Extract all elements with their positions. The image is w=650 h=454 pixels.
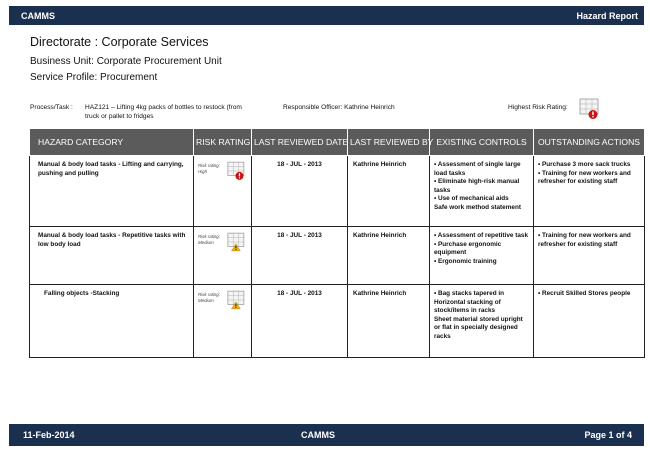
existing-controls-cell <box>430 227 534 285</box>
control-item: • Ergonomic training <box>434 257 497 265</box>
last-reviewed-by-cell: Kathrine Heinrich <box>348 285 430 358</box>
process-task-label: Process/Task : <box>30 104 73 111</box>
business-unit-heading: Business Unit: Corporate Procurement Unit <box>30 56 222 67</box>
control-item: • Use of mechanical aids <box>434 195 509 203</box>
outstanding-actions-cell <box>534 156 645 227</box>
risk-matrix-medium-icon <box>227 232 247 252</box>
table-row <box>30 227 645 285</box>
control-item: Sheet material stored upright or flat in specially designed racks <box>434 315 523 340</box>
footer-banner <box>9 424 644 446</box>
process-task-value: HAZ121 – Lifting 4kg packs of bottles to restock (from truck or pallet to fridges <box>85 104 242 120</box>
control-item: • Bag stacks tapered in Horizontal stacking of stock/items in racks <box>434 290 505 315</box>
risk-rating-label: Risk rating: Medium <box>198 234 220 245</box>
risk-rating-label: Risk rating: Medium <box>198 292 220 303</box>
column-header-existing-controls: EXISTING CONTROLS <box>430 129 534 156</box>
control-item: • Assessment of repetitive task <box>434 232 528 239</box>
risk-rating-cell <box>194 156 252 227</box>
existing-controls-cell <box>430 156 534 227</box>
hazard-category-cell: Manual & body load tasks - Repetitive tasks with low body load <box>30 227 194 285</box>
action-item: • Purchase 3 more sack trucks <box>538 161 631 168</box>
action-item: • Recruit Skilled Stores people <box>538 290 631 297</box>
last-reviewed-date-cell: 18 - JUL - 2013 <box>252 227 348 285</box>
last-reviewed-date-cell: 18 - JUL - 2013 <box>252 156 348 227</box>
outstanding-actions-cell <box>534 227 645 285</box>
column-header-risk-rating: RISK RATING <box>194 129 252 156</box>
action-item: • Training for new workers and refresher for existing staff <box>538 232 631 248</box>
control-item: • Purchase ergonomic equipment <box>434 240 502 257</box>
service-profile-heading: Service Profile: Procurement <box>30 72 158 83</box>
footer-brand: CAMMS <box>301 430 335 440</box>
hazard-category-cell: Falling objects -Stacking <box>30 285 194 358</box>
brand-label: CAMMS <box>21 10 55 21</box>
column-header-hazard-category: HAZARD CATEGORY <box>30 129 194 156</box>
column-header-last-reviewed-date: LAST REVIEWED DATE <box>252 129 348 156</box>
table-row <box>30 285 645 358</box>
hazard-table <box>29 128 645 358</box>
last-reviewed-by-cell: Kathrine Heinrich <box>348 227 430 285</box>
control-item: • Assessment of single large load tasks <box>434 161 521 177</box>
footer-date: 11-Feb-2014 <box>23 430 75 440</box>
directorate-heading: Directorate : Corporate Services <box>30 35 209 49</box>
last-reviewed-by-cell: Kathrine Heinrich <box>348 156 430 227</box>
top-banner <box>9 6 644 25</box>
table-row <box>30 156 645 227</box>
control-item: • Eliminate high-risk manual tasks <box>434 178 520 194</box>
control-item: Safe work method statement <box>434 203 522 211</box>
highest-risk-label: Highest Risk Rating: <box>508 104 568 111</box>
column-header-outstanding-actions: OUTSTANDING ACTIONS <box>534 129 645 156</box>
risk-matrix-high-icon <box>579 98 601 120</box>
page-number: Page 1 of 4 <box>584 430 632 440</box>
outstanding-actions-cell <box>534 285 645 358</box>
action-item: • Training for new workers and refresher for existing staff <box>538 169 631 186</box>
risk-rating-cell <box>194 285 252 358</box>
column-header-last-reviewed-by: LAST REVIEWED BY <box>348 129 430 156</box>
existing-controls-cell <box>430 285 534 358</box>
table-header-row <box>30 129 645 156</box>
risk-matrix-medium-icon <box>227 290 247 310</box>
hazard-category-cell: Manual & body load tasks - Lifting and carrying, pushing and pulling <box>30 156 194 227</box>
responsible-officer: Responsible Officer: Kathrine Heinrich <box>283 104 395 111</box>
risk-rating-label: Risk rating: High <box>198 163 220 174</box>
report-title: Hazard Report <box>576 10 638 21</box>
last-reviewed-date-cell: 18 - JUL - 2013 <box>252 285 348 358</box>
risk-matrix-high-icon <box>227 161 247 181</box>
risk-rating-cell <box>194 227 252 285</box>
